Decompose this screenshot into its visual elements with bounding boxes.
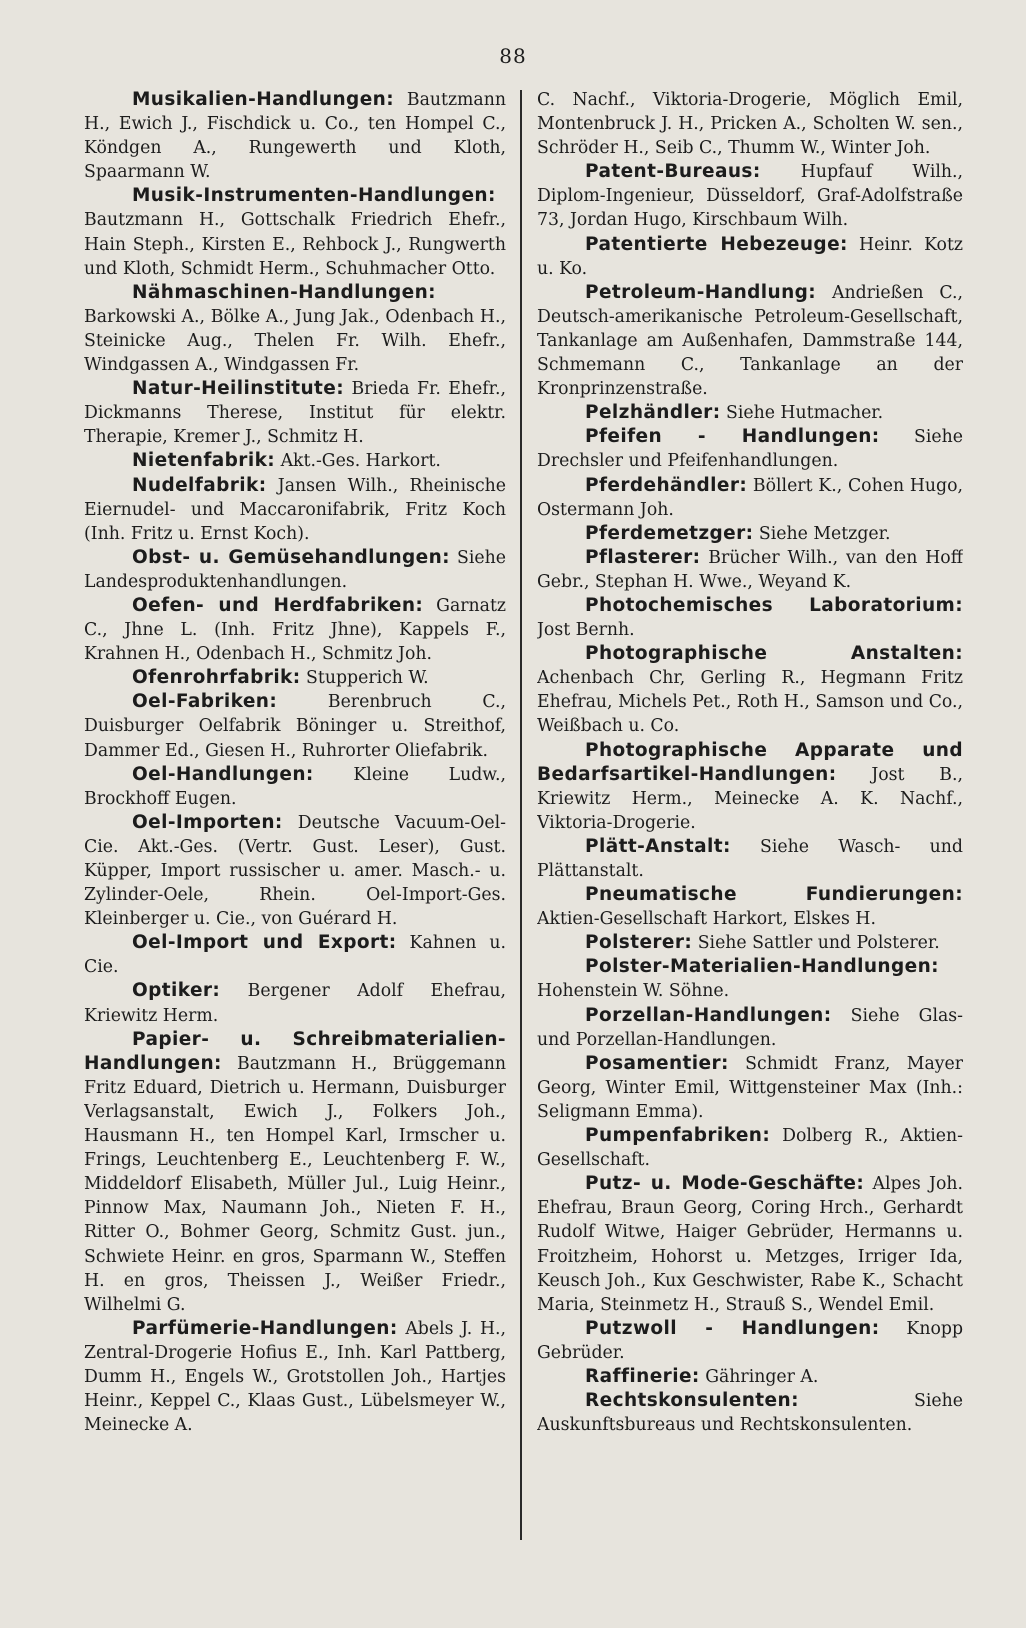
directory-entry — [84, 546, 506, 594]
entry-text: Siehe Metzger. — [753, 523, 891, 544]
directory-entry — [537, 594, 963, 642]
entry-heading: Oefen- und Herdfabriken: — [132, 594, 424, 616]
directory-entry — [537, 739, 963, 835]
directory-entry — [84, 931, 506, 979]
entry-text: C. Nachf., Viktoria-Drogerie, Möglich Emil, Montenbruck J. H., Pricken A., Scholten W. sen., Schröder H., Seib C., Thumm W., Winter Joh. — [537, 90, 963, 159]
entry-text: Bautzmann H., Brüggemann Fritz Eduard, Dietrich u. Hermann, Duisburger Verlagsanstalt, Ewich J., Folkers Joh., Hausmann H., ten Hompel Karl, Irmscher u. Frings, Leuchtenberg E., Leuchtenberg F. W., Middeldorf Elisabeth, Müller Jul., Luig Heinr., Pinnow Max, Naumann Joh., Nieten F. H., Ritter O., Bohmer Georg, Schmitz Gust. jun., Schwiete Heinr. en gros, Sparmann W., Steffen H. en gros, Theissen J., Weißer Friedr., Wilhelmi G. — [84, 1053, 506, 1315]
entry-text: Siehe Glas- und Porzellan-Handlungen. — [537, 1005, 963, 1050]
directory-entry — [537, 1052, 963, 1124]
entry-text: Dolberg R., Aktien-Gesellschaft. — [537, 1126, 963, 1171]
entry-heading: Ofenrohrfabrik: — [132, 667, 301, 689]
entry-heading: Photographische Anstalten: — [585, 643, 963, 665]
entry-text: Siehe Auskunftsbureaus und Rechtskonsulenten. — [537, 1391, 963, 1436]
directory-entry — [84, 1317, 506, 1437]
entry-text: Siehe Landesproduktenhandlungen. — [84, 547, 506, 592]
entry-heading: Musikalien-Handlungen: — [132, 89, 395, 110]
directory-entry — [537, 1389, 963, 1437]
entry-text: Barkowski A., Bölke A., Jung Jak., Odenbach H., Steinicke Aug., Thelen Fr. Wilh. Ehefr., Windgassen A., Windgassen Fr. — [84, 306, 506, 376]
directory-entry — [537, 425, 963, 473]
entry-heading: Photographische Apparate und Bedarfsartikel-Handlungen: — [537, 739, 963, 785]
entry-text: Knopp Gebrüder. — [537, 1318, 963, 1363]
entry-text: Jost B., Kriewitz Herm., Meinecke A. K. Nachf., Viktoria-Drogerie. — [537, 764, 963, 833]
directory-entry — [84, 1028, 506, 1317]
entry-heading: Oel-Importen: — [132, 811, 283, 833]
directory-entry — [84, 377, 506, 449]
directory-entry — [537, 931, 963, 955]
entry-text: Kleine Ludw., Brockhoff Eugen. — [84, 764, 506, 809]
entry-text: Heinr. Kotz u. Ko. — [537, 234, 963, 279]
column-divider — [520, 90, 522, 1540]
entry-text: Jost Bernh. — [537, 620, 635, 641]
entry-heading: Photochemisches Laboratorium: — [585, 594, 963, 616]
directory-entry — [537, 642, 963, 738]
entry-text: Brieda Fr. Ehefr., Dickmanns Therese, Institut für elektr. Therapie, Kremer J., Schmitz H. — [84, 379, 506, 448]
entry-heading: Pfeifen - Handlungen: — [585, 426, 880, 448]
entry-heading: Raffinerie: — [585, 1365, 700, 1387]
entry-heading: Musik-Instrumenten-Handlungen: — [132, 185, 496, 207]
entry-text: Bautzmann H., Ewich J., Fischdick u. Co., ten Hompel C., Köndgen A., Rungewerth und Kloth, Spaarmann W. — [84, 90, 506, 183]
entry-heading: Papier- u. Schreibmaterialien-Handlungen: — [84, 1028, 506, 1074]
left-column — [84, 88, 506, 1550]
entry-text: Deutsche Vacuum-Oel-Cie. Akt.-Ges. (Vertr. Gust. Leser), Gust. Küpper, Import russischer u. amer. Masch.- u. Zylinder-Oele, Rhein. Oel-Import-Ges. Kleinberger u. Cie., von Guérard H. — [84, 812, 506, 930]
entry-text: Alpes Joh. Ehefrau, Braun Georg, Coring Hrch., Gerhardt Rudolf Witwe, Haiger Gebrüder, Hermanns u. Froitzheim, Hohorst u. Metzges, Irriger Ida, Keusch Joh., Kux Geschwister, Rabe K., Schacht Maria, Steinmetz H., Strauß S., Wendel Emil. — [537, 1174, 963, 1315]
entry-heading: Pelzhändler: — [585, 402, 721, 424]
entry-heading: Pneumatische Fundierungen: — [585, 884, 963, 906]
directory-entry — [537, 233, 963, 281]
entry-heading: Polster-Materialien-Handlungen: — [585, 956, 939, 978]
directory-entry — [84, 763, 506, 811]
entry-heading: Oel-Fabriken: — [132, 691, 278, 713]
directory-entry — [84, 666, 506, 690]
right-column — [537, 88, 963, 1550]
entry-heading: Putzwoll - Handlungen: — [585, 1317, 880, 1339]
directory-entry — [537, 1124, 963, 1172]
entry-heading: Oel-Handlungen: — [132, 763, 314, 785]
directory-entry — [84, 690, 506, 762]
entry-heading: Petroleum-Handlung: — [585, 281, 817, 303]
directory-entry — [537, 1365, 963, 1389]
entry-heading: Pferdemetzger: — [585, 522, 754, 544]
directory-entry — [537, 1004, 963, 1052]
entry-heading: Nudelfabrik: — [132, 474, 267, 496]
directory-entry — [537, 281, 963, 401]
entry-heading: Optiker: — [132, 980, 221, 1002]
directory-entry — [537, 1172, 963, 1317]
entry-heading: Parfümerie-Handlungen: — [132, 1317, 398, 1339]
directory-entry — [84, 811, 506, 931]
entry-heading: Rechtskonsulenten: — [585, 1390, 799, 1412]
directory-entry — [537, 835, 963, 883]
entry-text: Bautzmann H., Gottschalk Friedrich Ehefr., Hain Steph., Kirsten E., Rehbock J., Rungwerth und Kloth, Schmidt Herm., Schuhmacher Otto. — [84, 210, 506, 279]
entry-text: Garnatz C., Jhne L. (Inh. Fritz Jhne), Kappels F., Krahnen H., Odenbach H., Schmitz Joh. — [84, 595, 506, 665]
entry-heading: Obst- u. Gemüsehandlungen: — [132, 546, 450, 568]
page-number: 88 — [499, 44, 527, 68]
entry-text: Hupfauf Wilh., Diplom-Ingenieur, Düsseldorf, Graf-Adolfstraße 73, Jordan Hugo, Kirschbaum Wilh. — [537, 162, 963, 231]
entry-heading: Natur-Heilinstitute: — [132, 378, 345, 400]
directory-entry — [84, 594, 506, 666]
entry-text: Siehe Drechsler und Pfeifenhandlungen. — [537, 427, 963, 472]
entry-heading: Pumpenfabriken: — [585, 1125, 771, 1147]
entry-text: Brücher Wilh., van den Hoff Gebr., Stephan H. Wwe., Weyand K. — [537, 547, 963, 592]
entry-heading: Posamentier: — [585, 1052, 729, 1074]
directory-entry — [84, 979, 506, 1027]
entry-text: Böllert K., Cohen Hugo, Ostermann Joh. — [537, 475, 963, 520]
directory-entry — [84, 88, 506, 184]
entry-text: Siehe Hutmacher. — [720, 403, 884, 424]
entry-text: Stupperich W. — [300, 668, 429, 689]
entry-text: Aktien-Gesellschaft Harkort, Elskes H. — [537, 909, 876, 930]
entry-text: Schmidt Franz, Mayer Georg, Winter Emil, Wittgensteiner Max (Inh.: Seligmann Emma). — [537, 1053, 963, 1122]
directory-entry — [84, 474, 506, 546]
directory-entry — [537, 474, 963, 522]
entry-heading: Porzellan-Handlungen: — [585, 1004, 832, 1026]
directory-entry — [537, 401, 963, 425]
entry-text: Hohenstein W. Söhne. — [537, 981, 730, 1002]
entry-heading: Nähmaschinen-Handlungen: — [132, 281, 436, 303]
entry-heading: Pflasterer: — [585, 546, 701, 568]
directory-entry — [537, 160, 963, 232]
directory-entry — [84, 449, 506, 473]
directory-entry-continued — [537, 88, 963, 160]
entry-heading: Nietenfabrik: — [132, 450, 276, 472]
entry-text: Gähringer A. — [699, 1366, 819, 1387]
entry-text: Andrießen C., Deutsch-amerikanische Petroleum-Gesellschaft, Tankanlage am Außenhafen, Dammstraße 144, Schmemann C., Tankanlage an der Kronprinzenstraße. — [537, 282, 963, 400]
entry-heading: Patent-Bureaus: — [585, 161, 761, 183]
entry-text: Siehe Wasch- und Plättanstalt. — [537, 836, 963, 881]
entry-text: Bergener Adolf Ehefrau, Kriewitz Herm. — [84, 981, 506, 1026]
entry-heading: Plätt-Anstalt: — [585, 835, 731, 857]
entry-text: Akt.-Ges. Harkort. — [275, 451, 441, 472]
entry-text: Siehe Sattler und Polsterer. — [692, 933, 940, 954]
directory-entry — [84, 184, 506, 280]
entry-text: Berenbruch C., Duisburger Oelfabrik Böninger u. Streithof, Dammer Ed., Giesen H., Ruhrorter Oliefabrik. — [84, 692, 506, 761]
directory-entry — [537, 522, 963, 546]
directory-entry — [537, 1317, 963, 1365]
entry-text: Jansen Wilh., Rheinische Eiernudel- und Maccaronifabrik, Fritz Koch (Inh. Fritz u. Ernst Koch). — [84, 475, 506, 544]
directory-entry — [537, 883, 963, 931]
directory-entry — [537, 955, 963, 1003]
entry-heading: Oel-Import und Export: — [132, 932, 397, 954]
entry-heading: Polsterer: — [585, 932, 693, 954]
entry-heading: Patentierte Hebezeuge: — [585, 233, 848, 255]
entry-text: Abels J. H., Zentral-Drogerie Hofius E., Inh. Karl Pattberg, Dumm H., Engels W., Grotstollen Joh., Hartjes Heinr., Keppel C., Klaas Gust., Lübelsmeyer W., Meinecke A. — [84, 1318, 506, 1436]
directory-entry — [537, 546, 963, 594]
entry-text: Achenbach Chr, Gerling R., Hegmann Fritz Ehefrau, Michels Pet., Roth H., Samson und Co., Weißbach u. Co. — [537, 668, 963, 737]
entry-heading: Pferdehändler: — [585, 474, 748, 496]
entry-heading: Putz- u. Mode-Geschäfte: — [585, 1173, 865, 1195]
entry-text: Kahnen u. Cie. — [84, 933, 506, 978]
directory-entry — [84, 281, 506, 377]
